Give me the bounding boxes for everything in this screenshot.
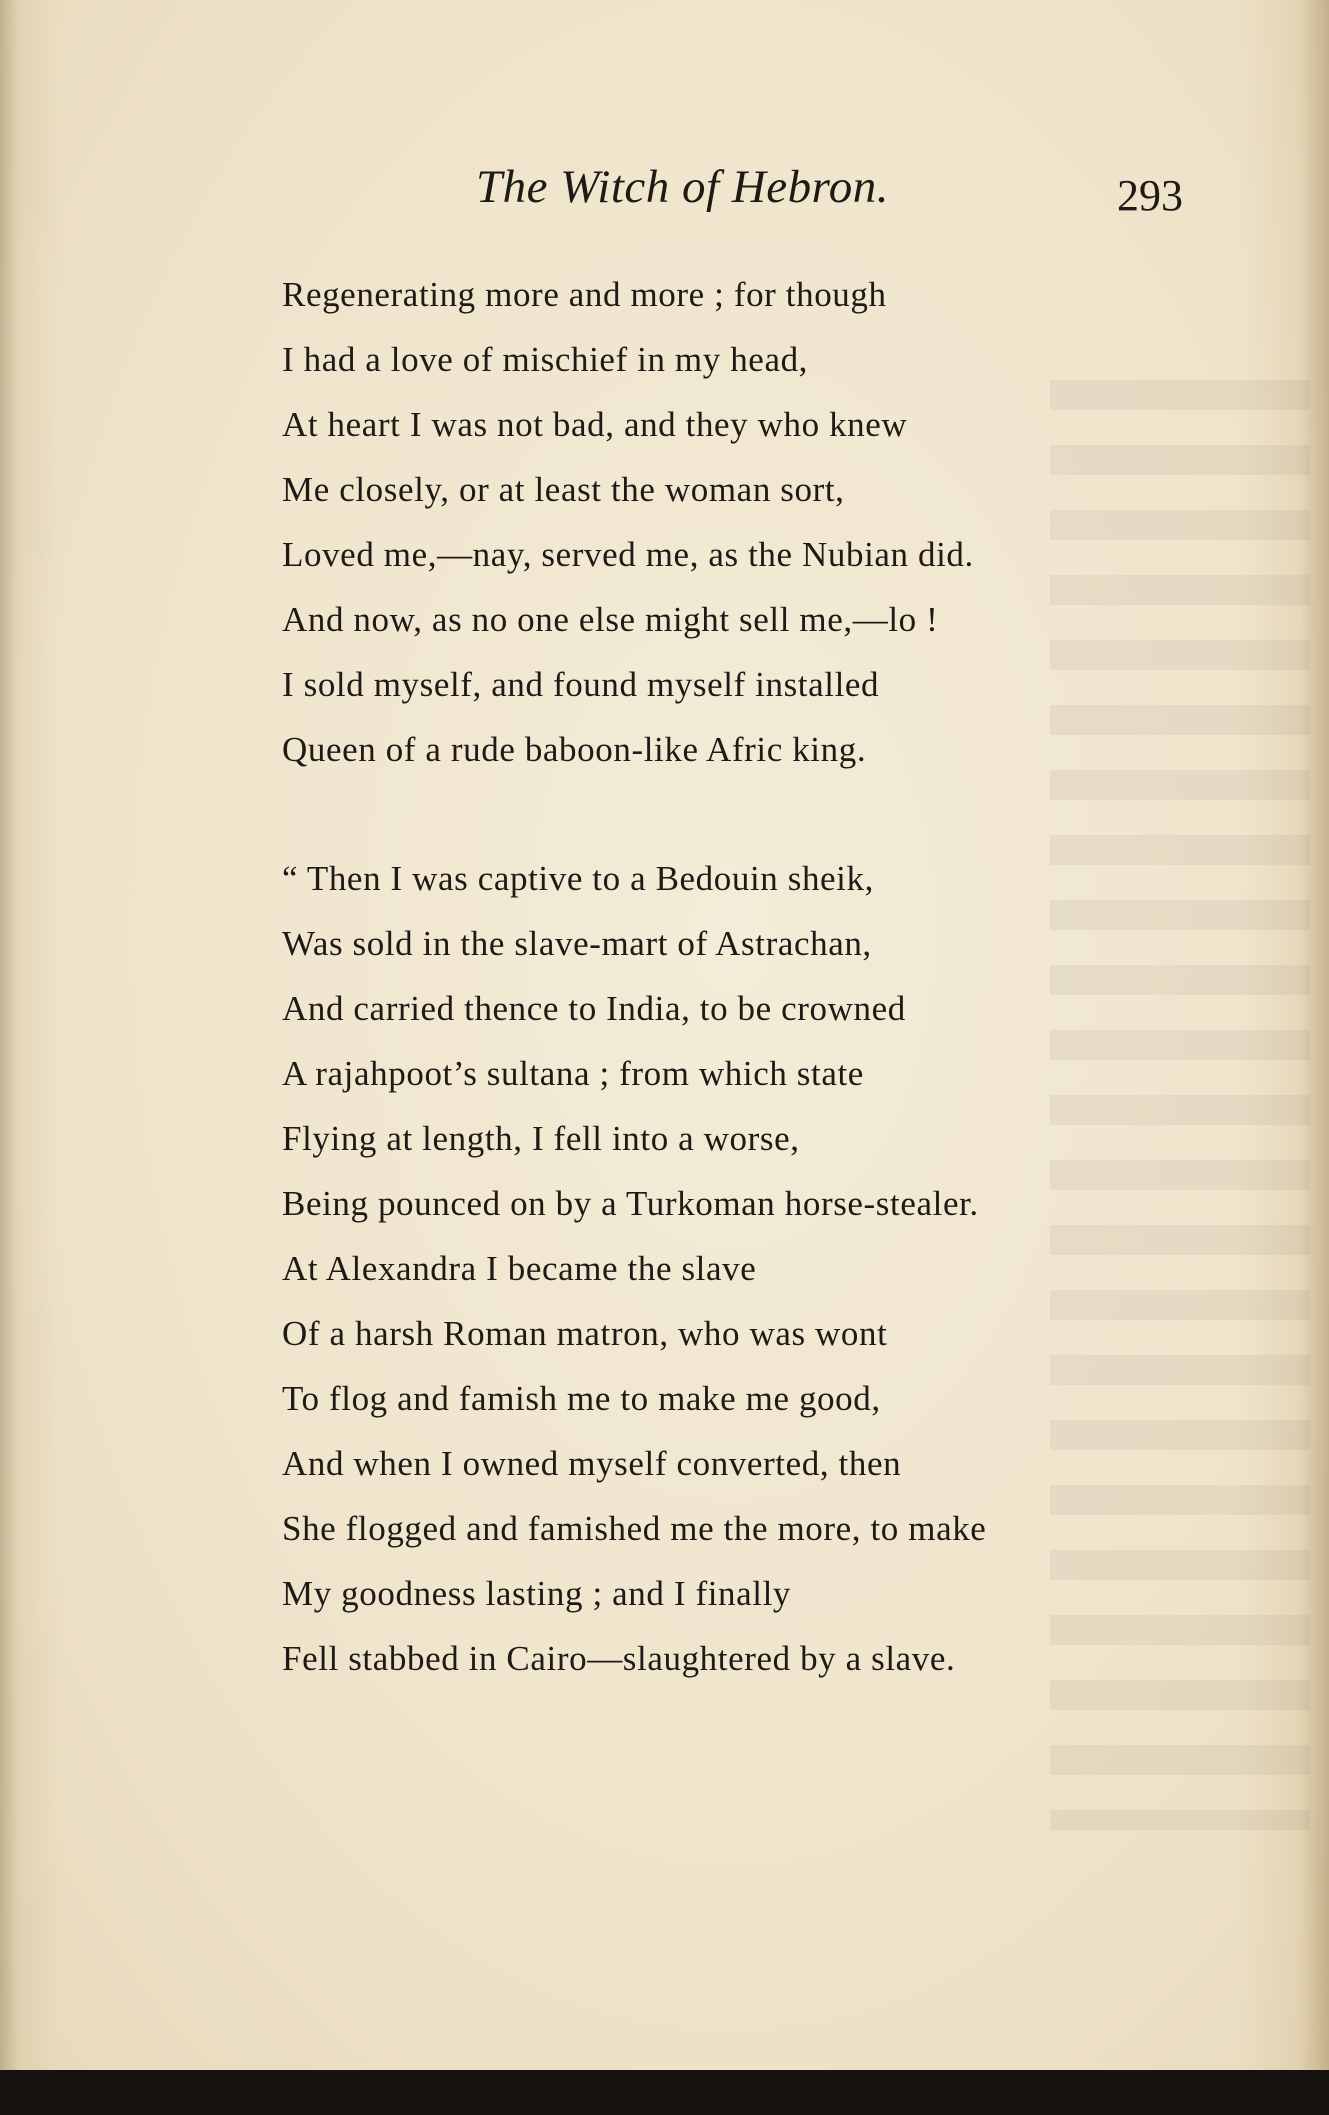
stanza-2 (282, 846, 1282, 1691)
poem-line: And when I owned myself converted, then (282, 1444, 902, 1483)
poem-line: My goodness lasting ; and I finally (282, 1574, 792, 1613)
poem-line: Of a harsh Roman matron, who was wont (282, 1314, 888, 1353)
poem-line: Loved me,—nay, served me, as the Nubian did. (282, 535, 974, 574)
poem-line: To flog and famish me to make me good, (282, 1379, 881, 1418)
poem-line: I sold myself, and found myself installed (282, 665, 880, 704)
poem-line: Fell stabbed in Cairo—slaughtered by a slave. (282, 1639, 956, 1678)
poem-line: And carried thence to India, to be crowned (282, 989, 906, 1028)
page-header (0, 152, 1329, 222)
poem-body (282, 262, 1282, 1691)
stanza-1 (282, 262, 1282, 782)
poem-line: Regenerating more and more ; for though (282, 275, 887, 314)
poem-line: Me closely, or at least the woman sort, (282, 470, 845, 509)
poem-line: At Alexandra I became the slave (282, 1249, 757, 1288)
poem-line: “ Then I was captive to a Bedouin sheik, (282, 859, 874, 898)
poem-line: Flying at length, I fell into a worse, (282, 1119, 800, 1158)
poem-line: Being pounced on by a Turkoman horse-stealer. (282, 1184, 979, 1223)
poem-line: And now, as no one else might sell me,—lo ! (282, 600, 939, 639)
scan-background-edge (0, 2070, 1329, 2115)
poem-line: At heart I was not bad, and they who knew (282, 405, 908, 444)
poem-line: She flogged and famished me the more, to make (282, 1509, 987, 1548)
poem-line: Queen of a rude baboon-like Afric king. (282, 730, 867, 769)
page-number: 293 (1117, 171, 1183, 220)
running-title: The Witch of Hebron. (476, 161, 889, 213)
poem-line: A rajahpoot’s sultana ; from which state (282, 1054, 864, 1093)
poem-line: I had a love of mischief in my head, (282, 340, 809, 379)
poem-line: Was sold in the slave-mart of Astrachan, (282, 924, 872, 963)
